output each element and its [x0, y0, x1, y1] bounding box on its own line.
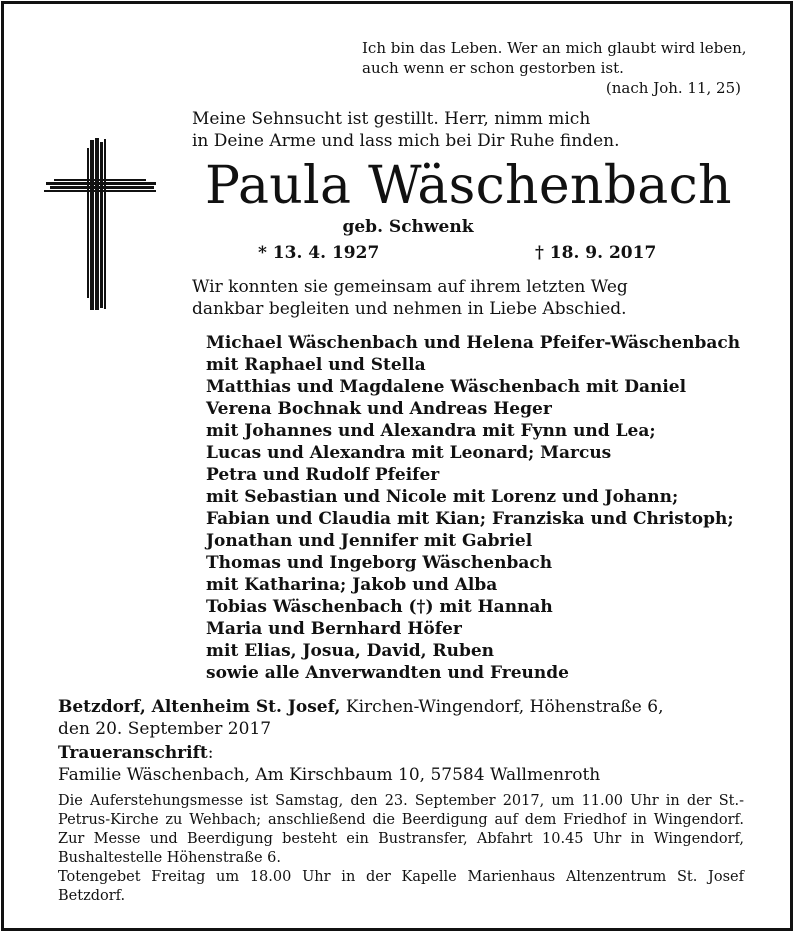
address-label: Traueranschrift [58, 743, 208, 763]
family-list [206, 332, 740, 684]
address-colon: : [207, 743, 214, 763]
verse-line-2: in Deine Arme und lass mich bei Dir Ruhe finden. [192, 131, 620, 151]
quote-line-2: auch wenn er schon gestorben ist. [362, 59, 624, 77]
service-info: Die Auferstehungsmesse ist Samstag, den 23. September 2017, um 11.00 Uhr in der St.-Petrus-Kirche zu Wehbach; anschließend die Beerdigung auf dem Friedhof in Wingendorf. Zur Messe und Beerdigung besteht ein Bustransfer, Abfahrt 10.45 Uhr in Wingendorf, Bushaltestelle Höhenstraße 6. [58, 793, 744, 866]
family-line: sowie alle Anverwandten und Freunde [206, 663, 569, 683]
place-line [58, 696, 664, 718]
place-rest: Kirchen-Wingendorf, Höhenstraße 6, [340, 697, 664, 717]
birth-date: * 13. 4. 1927 [258, 243, 380, 263]
family-line: Michael Wäschenbach und Helena Pfeifer-Wäschenbach [206, 333, 741, 353]
family-line: mit Raphael und Stella [206, 355, 426, 375]
address-value: Familie Wäschenbach, Am Kirschbaum 10, 57584 Wallmenroth [58, 765, 601, 785]
verse-line-1: Meine Sehnsucht ist gestillt. Herr, nimm mich [192, 109, 591, 129]
family-line: Verena Bochnak und Andreas Heger [206, 399, 552, 419]
death-date: † 18. 9. 2017 [535, 243, 657, 263]
quote-line-1: Ich bin das Leben. Wer an mich glaubt wird leben, [362, 39, 747, 57]
family-line: Lucas und Alexandra mit Leonard; Marcus [206, 443, 612, 463]
maiden-name: geb. Schwenk [342, 217, 474, 237]
place-bold: Betzdorf, Altenheim St. Josef, [58, 697, 341, 717]
family-line: mit Sebastian und Nicole mit Lorenz und Johann; [206, 487, 679, 507]
family-line: mit Elias, Josua, David, Ruben [206, 641, 495, 661]
prayer-info: Totengebet Freitag um 18.00 Uhr in der Kapelle Marienhaus Altenzentrum St. Josef Betzdorf. [58, 869, 744, 904]
notice-date: den 20. September 2017 [58, 719, 272, 739]
family-line: mit Johannes und Alexandra mit Fynn und Lea; [206, 421, 656, 441]
quote-reference: (nach Joh. 11, 25) [605, 79, 741, 97]
family-line: Fabian und Claudia mit Kian; Franziska und Christoph; [206, 509, 734, 529]
family-line: Matthias und Magdalene Wäschenbach mit Daniel [206, 377, 687, 397]
family-line: Petra und Rudolf Pfeifer [206, 465, 440, 485]
family-line: mit Katharina; Jakob und Alba [206, 575, 498, 595]
address-heading [58, 742, 214, 764]
family-line: Tobias Wäschenbach (†) mit Hannah [206, 597, 553, 617]
farewell-line-2: dankbar begleiten und nehmen in Liebe Abschied. [192, 299, 627, 319]
family-line: Thomas und Ingeborg Wäschenbach [206, 553, 553, 573]
farewell-line-1: Wir konnten sie gemeinsam auf ihrem letzten Weg [192, 277, 628, 297]
deceased-name: Paula Wäschenbach [205, 156, 732, 216]
family-line: Jonathan und Jennifer mit Gabriel [206, 531, 533, 551]
family-line: Maria und Bernhard Höfer [206, 619, 462, 639]
